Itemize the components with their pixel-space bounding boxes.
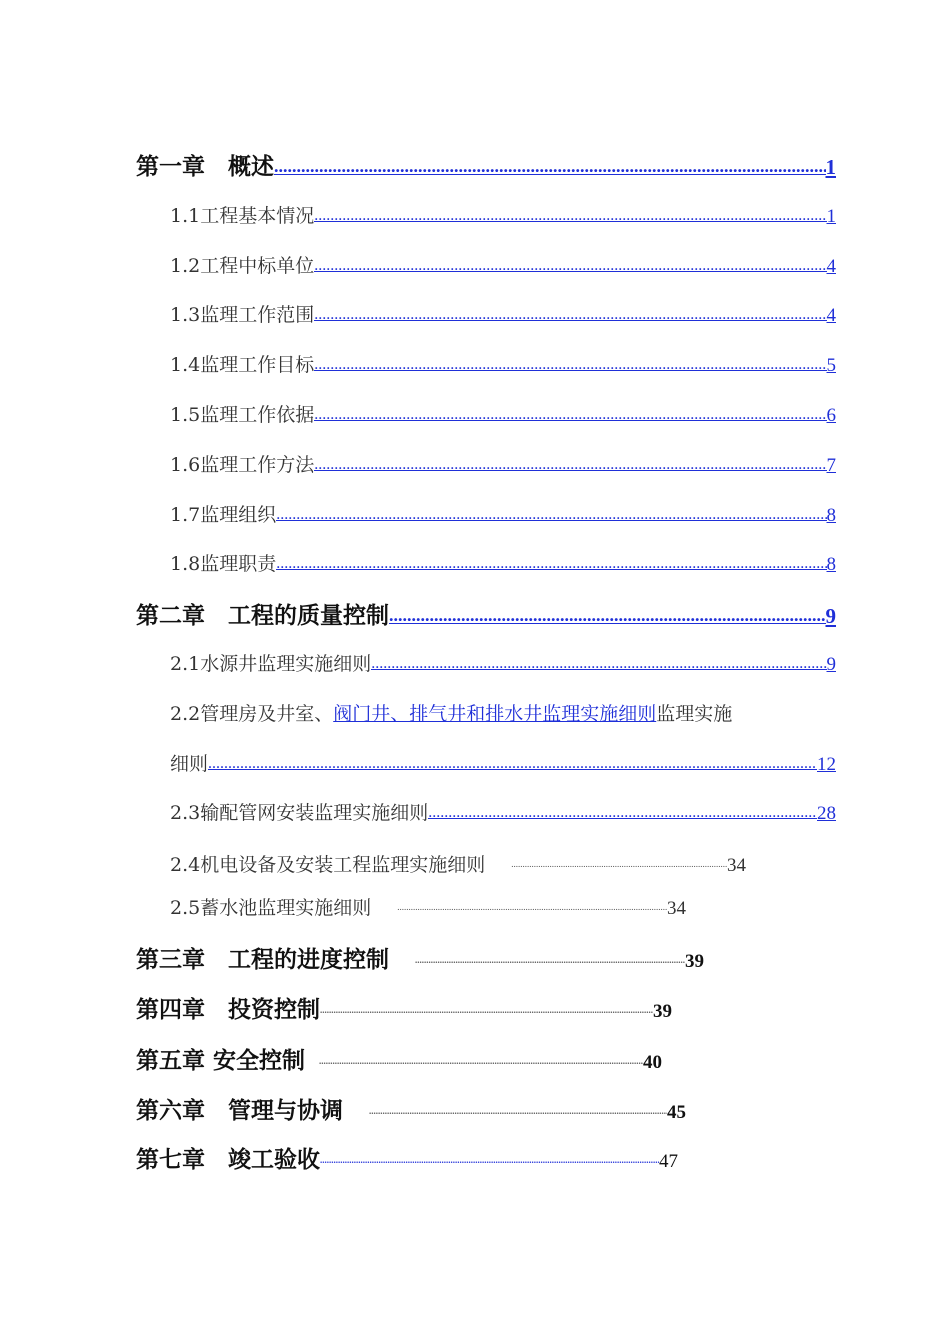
toc-leader bbox=[369, 1106, 667, 1116]
toc-chapter-7 bbox=[136, 1141, 678, 1174]
toc-section-2-2-line1 bbox=[170, 699, 836, 726]
toc-section-title-suffix: 监理实施 bbox=[656, 703, 733, 725]
toc-chapter-1-title: 第一章 概述 bbox=[136, 154, 274, 180]
toc-section-title: 1.2工程中标单位 bbox=[170, 255, 315, 277]
toc-section-title: 1.1工程基本情况 bbox=[170, 205, 315, 227]
toc-leader bbox=[415, 955, 685, 965]
toc-section-page[interactable]: 7 bbox=[826, 455, 836, 476]
toc-leader bbox=[389, 605, 826, 624]
toc-chapter-1-page[interactable]: 1 bbox=[825, 155, 836, 179]
toc-leader bbox=[274, 156, 826, 175]
toc-section-1-4[interactable] bbox=[170, 350, 836, 377]
toc-section-title: 1.5监理工作依据 bbox=[170, 404, 315, 426]
toc-section-2-5 bbox=[170, 893, 686, 920]
toc-section-1-8[interactable] bbox=[170, 549, 836, 576]
toc-leader bbox=[314, 356, 826, 371]
toc-section-page: 34 bbox=[727, 855, 746, 876]
toc-section-2-4 bbox=[170, 850, 746, 877]
toc-chapter-4-page: 39 bbox=[653, 1001, 672, 1022]
toc-section-page[interactable]: 4 bbox=[826, 256, 836, 277]
toc-chapter-2-title: 第二章 工程的质量控制 bbox=[136, 603, 389, 629]
toc-chapter-2[interactable] bbox=[136, 597, 836, 630]
toc-section-page[interactable]: 8 bbox=[826, 554, 836, 575]
toc-section-title: 2.3输配管网安装监理实施细则 bbox=[170, 802, 429, 824]
toc-chapter-6 bbox=[136, 1092, 686, 1125]
toc-chapter-4 bbox=[136, 991, 672, 1024]
toc-leader bbox=[320, 1005, 653, 1015]
toc-section-1-6[interactable] bbox=[170, 450, 836, 477]
toc-section-1-1[interactable] bbox=[170, 201, 836, 228]
toc-leader bbox=[397, 902, 667, 912]
toc-chapter-4-title: 第四章 投资控制 bbox=[136, 997, 320, 1023]
toc-section-1-2[interactable] bbox=[170, 251, 836, 278]
toc-leader bbox=[208, 755, 817, 770]
toc-leader bbox=[314, 306, 826, 321]
toc-section-title-prefix: 2.2管理房及井室、 bbox=[170, 703, 334, 725]
toc-section-title-line2: 细则 bbox=[170, 753, 209, 775]
toc-section-1-3[interactable] bbox=[170, 300, 836, 327]
toc-leader bbox=[511, 859, 727, 869]
toc-section-2-2-line2[interactable] bbox=[170, 749, 836, 776]
toc-section-page[interactable]: 4 bbox=[826, 305, 836, 326]
toc-chapter-7-page: 47 bbox=[659, 1151, 678, 1172]
toc-chapter-5-title: 第五章 安全控制 bbox=[136, 1048, 306, 1074]
toc-chapter-3 bbox=[136, 941, 704, 974]
toc-chapter-3-page: 39 bbox=[685, 951, 704, 972]
toc-section-title: 1.8监理职责 bbox=[170, 553, 277, 575]
toc-chapter-6-page: 45 bbox=[667, 1102, 686, 1123]
toc-chapter-6-title: 第六章 管理与协调 bbox=[136, 1098, 343, 1124]
toc-section-page[interactable]: 1 bbox=[826, 206, 836, 227]
toc-chapter-5 bbox=[136, 1042, 662, 1075]
toc-section-1-7[interactable] bbox=[170, 500, 836, 527]
toc-leader bbox=[314, 456, 826, 471]
toc-section-title: 2.4机电设备及安装工程监理实施细则 bbox=[170, 854, 486, 876]
toc-leader bbox=[314, 257, 826, 272]
toc-chapter-3-title: 第三章 工程的进度控制 bbox=[136, 947, 389, 973]
toc-section-page[interactable]: 6 bbox=[826, 405, 836, 426]
toc-chapter-7-title: 第七章 竣工验收 bbox=[136, 1147, 320, 1173]
toc-section-page[interactable]: 9 bbox=[826, 654, 836, 675]
toc-leader bbox=[276, 506, 826, 521]
toc-section-2-3[interactable] bbox=[170, 798, 836, 825]
toc-section-title: 2.5蓄水池监理实施细则 bbox=[170, 897, 372, 919]
toc-section-title: 1.4监理工作目标 bbox=[170, 354, 315, 376]
toc-leader bbox=[320, 1155, 659, 1165]
toc-leader bbox=[314, 406, 826, 421]
toc-leader bbox=[371, 655, 826, 670]
toc-section-title: 2.1水源井监理实施细则 bbox=[170, 653, 372, 675]
toc-section-1-5[interactable] bbox=[170, 400, 836, 427]
toc-section-title: 1.6监理工作方法 bbox=[170, 454, 315, 476]
toc-chapter-2-page[interactable]: 9 bbox=[825, 604, 836, 628]
toc-chapter-5-page: 40 bbox=[643, 1052, 662, 1073]
toc-section-page[interactable]: 28 bbox=[817, 803, 836, 824]
toc-leader bbox=[428, 804, 817, 819]
toc-leader bbox=[319, 1056, 643, 1066]
toc-section-page[interactable]: 8 bbox=[826, 505, 836, 526]
toc-leader bbox=[314, 207, 826, 222]
toc-leader bbox=[276, 555, 826, 570]
toc-section-page[interactable]: 12 bbox=[817, 754, 836, 775]
toc-section-2-1[interactable] bbox=[170, 649, 836, 676]
toc-section-page: 34 bbox=[667, 898, 686, 919]
toc-section-page[interactable]: 5 bbox=[826, 355, 836, 376]
toc-chapter-1[interactable] bbox=[136, 148, 836, 181]
toc-section-title: 1.7监理组织 bbox=[170, 504, 277, 526]
toc-section-title: 1.3监理工作范围 bbox=[170, 304, 315, 326]
toc-section-inline-link[interactable]: 阀门井、排气井和排水井监理实施细则 bbox=[333, 703, 657, 725]
